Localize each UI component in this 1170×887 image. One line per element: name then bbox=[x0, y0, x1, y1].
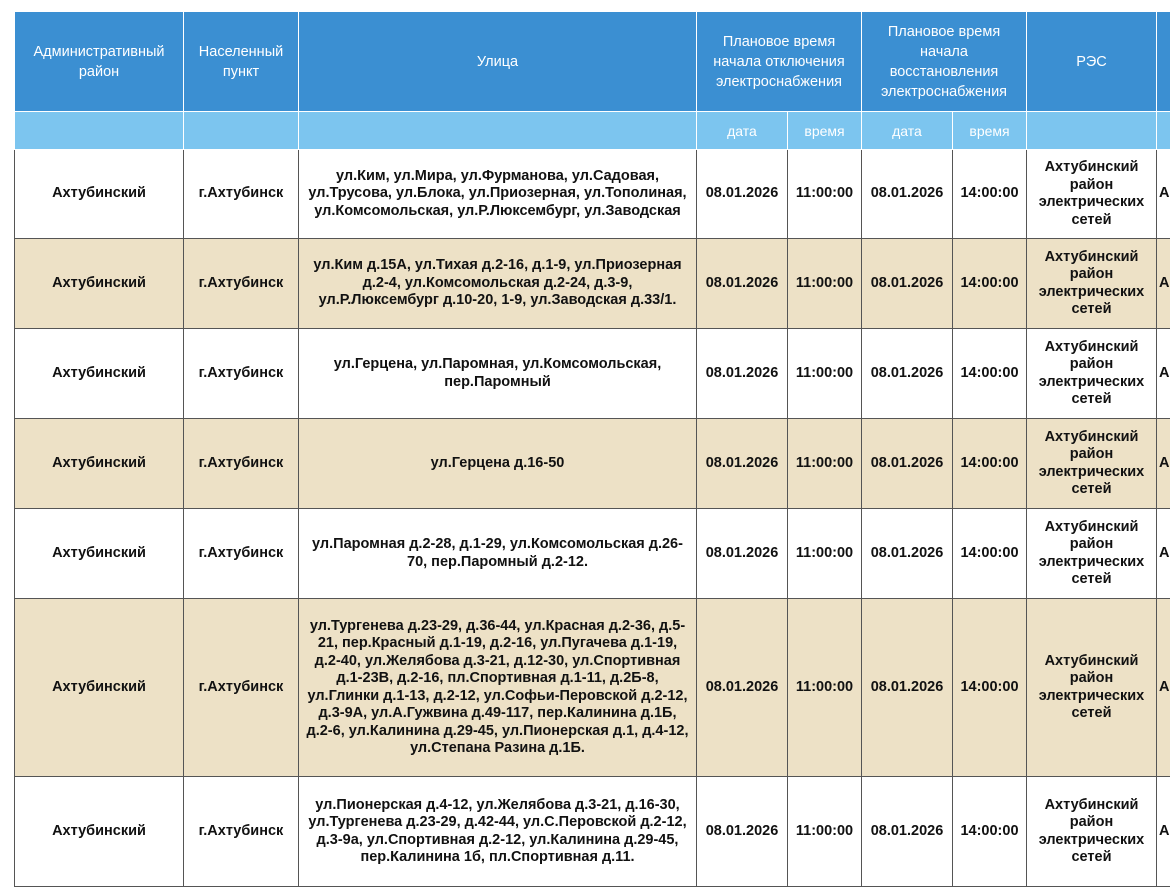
cell-locality: г.Ахтубинск bbox=[184, 419, 299, 509]
cell-district: Ахтубинский bbox=[15, 329, 184, 419]
cell-on-date: 08.01.2026 bbox=[862, 150, 953, 239]
cell-off-time: 11:00:00 bbox=[788, 150, 862, 239]
outage-schedule-table bbox=[14, 0, 1170, 887]
cell-extra: А bbox=[1157, 329, 1170, 419]
cell-on-date: 08.01.2026 bbox=[862, 777, 953, 887]
table-row bbox=[15, 150, 1170, 239]
cell-extra: А bbox=[1157, 419, 1170, 509]
subheader-blank bbox=[1027, 112, 1157, 150]
cell-off-time: 11:00:00 bbox=[788, 419, 862, 509]
cell-on-date: 08.01.2026 bbox=[862, 509, 953, 599]
header-on-time: Плановое время начала восстановления электроснабжения bbox=[862, 6, 1027, 112]
subheader-blank bbox=[15, 112, 184, 150]
cell-street: ул.Ким д.15А, ул.Тихая д.2-16, д.1-9, ул.Приозерная д.2-4, ул.Комсомольская д.2-24, д.3-9, ул.Р.Люксембург д.10-20, 1-9, ул.Заводская д.33/1. bbox=[299, 239, 697, 329]
cell-on-date: 08.01.2026 bbox=[862, 239, 953, 329]
subheader-blank bbox=[299, 112, 697, 150]
table-row bbox=[15, 509, 1170, 599]
header-district: Административный район bbox=[15, 6, 184, 112]
cell-extra: А bbox=[1157, 777, 1170, 887]
cell-extra: А bbox=[1157, 509, 1170, 599]
cell-on-time: 14:00:00 bbox=[953, 239, 1027, 329]
cell-on-time: 14:00:00 bbox=[953, 777, 1027, 887]
cell-on-time: 14:00:00 bbox=[953, 419, 1027, 509]
cell-res: Ахтубинский район электрических сетей bbox=[1027, 239, 1157, 329]
cell-on-date: 08.01.2026 bbox=[862, 599, 953, 777]
cell-on-date: 08.01.2026 bbox=[862, 329, 953, 419]
cell-street: ул.Герцена д.16-50 bbox=[299, 419, 697, 509]
cell-on-time: 14:00:00 bbox=[953, 509, 1027, 599]
cell-district: Ахтубинский bbox=[15, 150, 184, 239]
table-row bbox=[15, 239, 1170, 329]
table-row bbox=[15, 329, 1170, 419]
header-off-time: Плановое время начала отключения электроснабжения bbox=[697, 6, 862, 112]
cell-on-date: 08.01.2026 bbox=[862, 419, 953, 509]
cell-off-date: 08.01.2026 bbox=[697, 329, 788, 419]
cell-off-date: 08.01.2026 bbox=[697, 419, 788, 509]
cell-extra: А bbox=[1157, 150, 1170, 239]
cell-res: Ахтубинский район электрических сетей bbox=[1027, 419, 1157, 509]
cell-off-time: 11:00:00 bbox=[788, 599, 862, 777]
cell-street: ул.Герцена, ул.Паромная, ул.Комсомольская, пер.Паромный bbox=[299, 329, 697, 419]
cell-locality: г.Ахтубинск bbox=[184, 150, 299, 239]
header-locality: Населенный пункт bbox=[184, 6, 299, 112]
table-row bbox=[15, 777, 1170, 887]
cell-district: Ахтубинский bbox=[15, 239, 184, 329]
cell-locality: г.Ахтубинск bbox=[184, 239, 299, 329]
cell-res: Ахтубинский район электрических сетей bbox=[1027, 599, 1157, 777]
cell-res: Ахтубинский район электрических сетей bbox=[1027, 777, 1157, 887]
cell-locality: г.Ахтубинск bbox=[184, 777, 299, 887]
cell-extra: А bbox=[1157, 239, 1170, 329]
cell-district: Ахтубинский bbox=[15, 419, 184, 509]
subheader-blank bbox=[184, 112, 299, 150]
cell-off-time: 11:00:00 bbox=[788, 239, 862, 329]
subheader-on-time: время bbox=[953, 112, 1027, 150]
header-extra bbox=[1157, 6, 1170, 112]
cell-off-date: 08.01.2026 bbox=[697, 509, 788, 599]
cell-off-time: 11:00:00 bbox=[788, 777, 862, 887]
subheader-off-time: время bbox=[788, 112, 862, 150]
cell-res: Ахтубинский район электрических сетей bbox=[1027, 329, 1157, 419]
cell-extra: А bbox=[1157, 599, 1170, 777]
cell-locality: г.Ахтубинск bbox=[184, 509, 299, 599]
subheader-row bbox=[15, 112, 1170, 150]
subheader-on-date: дата bbox=[862, 112, 953, 150]
cell-district: Ахтубинский bbox=[15, 509, 184, 599]
table-row bbox=[15, 419, 1170, 509]
cell-district: Ахтубинский bbox=[15, 777, 184, 887]
cell-off-time: 11:00:00 bbox=[788, 329, 862, 419]
cell-off-time: 11:00:00 bbox=[788, 509, 862, 599]
cell-district: Ахтубинский bbox=[15, 599, 184, 777]
cell-res: Ахтубинский район электрических сетей bbox=[1027, 509, 1157, 599]
header-res: РЭС bbox=[1027, 6, 1157, 112]
cell-locality: г.Ахтубинск bbox=[184, 599, 299, 777]
cell-on-time: 14:00:00 bbox=[953, 150, 1027, 239]
cell-street: ул.Паромная д.2-28, д.1-29, ул.Комсомольская д.26-70, пер.Паромный д.2-12. bbox=[299, 509, 697, 599]
header-row bbox=[15, 6, 1170, 112]
subheader-off-date: дата bbox=[697, 112, 788, 150]
cell-off-date: 08.01.2026 bbox=[697, 150, 788, 239]
cell-off-date: 08.01.2026 bbox=[697, 239, 788, 329]
cell-street: ул.Тургенева д.23-29, д.36-44, ул.Красная д.2-36, д.5-21, пер.Красный д.1-19, д.2-16, ул.Пугачева д.1-19, д.2-40, ул.Желябова д.3-21, д.12-30, ул.Спортивная д.1-23В, д.2-16, пл.Спортивная д.1-11, д.2Б-8, ул.Глинки д.1-13, д.2-12, ул.Софьи-Перовской д.2-12, д.3-9А, ул.А.Гужвина д.49-117, пер.Калинина д.1Б, д.2-6, ул.Калинина д.29-45, ул.Пионерская д.1, д.4-12, ул.Степана Разина д.1Б. bbox=[299, 599, 697, 777]
cell-off-date: 08.01.2026 bbox=[697, 599, 788, 777]
cell-street: ул.Пионерская д.4-12, ул.Желябова д.3-21, д.16-30, ул.Тургенева д.23-29, д.42-44, ул.С.Перовской д.2-12, д.3-9а, ул.Спортивная д.2-12, ул.Калинина д.29-45, пер.Калинина 1б, пл.Спортивная д.11. bbox=[299, 777, 697, 887]
cell-on-time: 14:00:00 bbox=[953, 329, 1027, 419]
cell-street: ул.Ким, ул.Мира, ул.Фурманова, ул.Садовая, ул.Трусова, ул.Блока, ул.Приозерная, ул.Тополиная, ул.Комсомольская, ул.Р.Люксембург, ул.Заводская bbox=[299, 150, 697, 239]
cell-off-date: 08.01.2026 bbox=[697, 777, 788, 887]
header-street: Улица bbox=[299, 6, 697, 112]
cell-res: Ахтубинский район электрических сетей bbox=[1027, 150, 1157, 239]
cell-locality: г.Ахтубинск bbox=[184, 329, 299, 419]
subheader-blank bbox=[1157, 112, 1170, 150]
cell-on-time: 14:00:00 bbox=[953, 599, 1027, 777]
table-row bbox=[15, 599, 1170, 777]
